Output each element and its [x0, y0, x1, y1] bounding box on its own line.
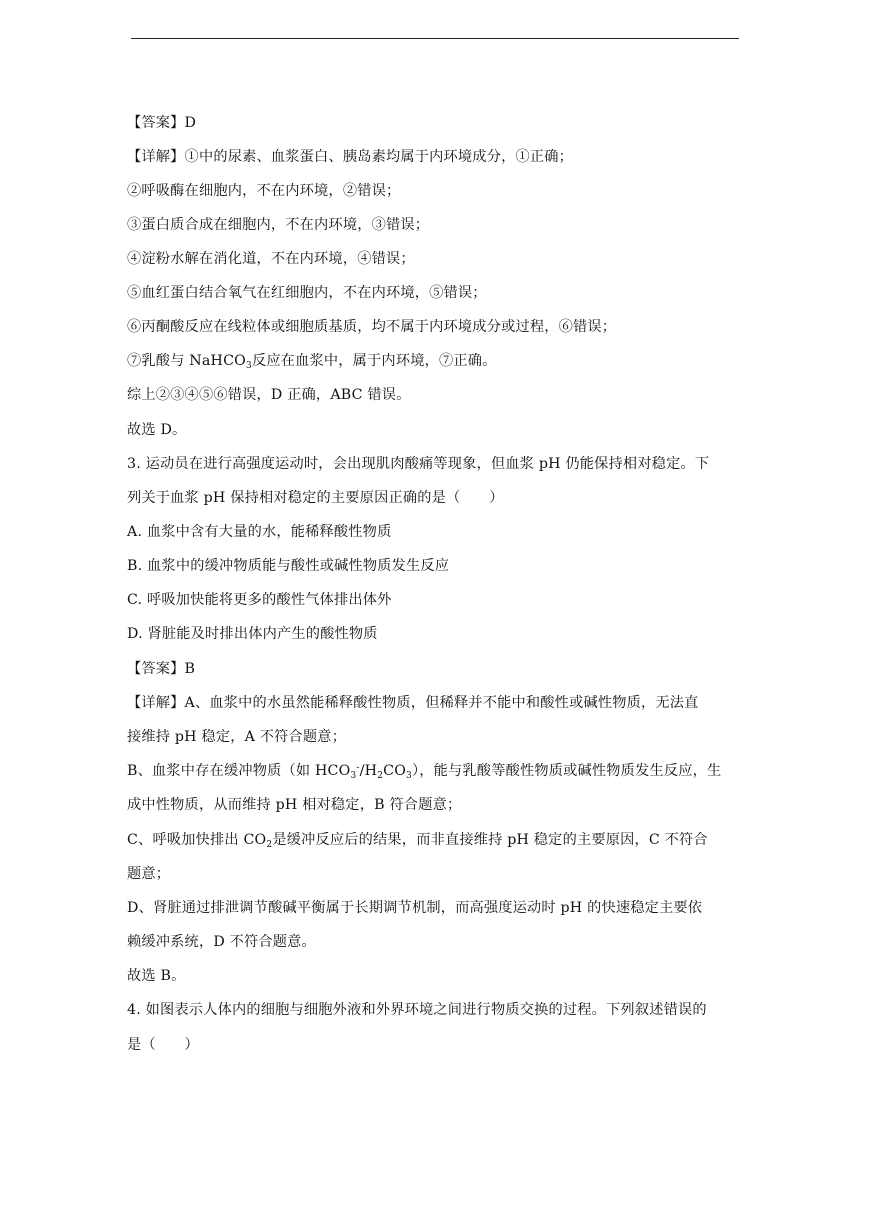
q2-item7-post: 反应在血浆中，属于内环境，⑦正确。	[251, 353, 497, 369]
q3-detail-b-line-1	[127, 762, 721, 780]
q3-c-post: 是缓冲反应后的结果，而非直接维持 pH 稳定的主要原因，C 不符合	[272, 832, 708, 848]
q3-detail-c-line-2: 题意；	[127, 866, 171, 882]
q3-detail-d-line-2: 赖缓冲系统，D 不符合题意。	[127, 934, 316, 950]
q2-detail-item-6: ⑥丙酮酸反应在线粒体或细胞质基质，均不属于内环境成分或过程，⑥错误；	[127, 319, 617, 335]
q3-choose: 故选 B。	[127, 968, 186, 984]
q2-detail-item-5: ⑤血红蛋白结合氧气在红细胞内，不在内环境，⑤错误；	[127, 285, 487, 301]
q3-b-mid: /H	[359, 763, 378, 779]
q3-c-pre: C、呼吸加快排出 CO	[127, 832, 267, 848]
q2-detail-item-7	[127, 352, 497, 370]
q3-stem-line-2: 列关于血浆 pH 保持相对稳定的主要原因正确的是（ ）	[127, 490, 504, 506]
q3-b-post: ），能与乳酸等酸性物质或碱性物质发生反应，生	[411, 763, 722, 779]
q3-b-sup: -	[356, 763, 360, 773]
q2-detail-item-3: ③蛋白质合成在细胞内，不在内环境，③错误；	[127, 217, 430, 233]
q3-detail-c-line-1	[127, 831, 708, 849]
q3-detail-a-line-1: 【详解】A、血浆中的水虽然能稀释酸性物质，但稀释并不能中和酸性或碱性物质，无法直	[127, 695, 699, 711]
q3-b-sub2: 2	[377, 771, 384, 781]
q3-option-b: B. 血浆中的缓冲物质能与酸性或碱性物质发生反应	[127, 558, 450, 574]
q2-detail-item-4: ④淀粉水解在消化道，不在内环境，④错误；	[127, 251, 415, 267]
q3-detail-b-line-2: 成中性物质，从而维持 pH 相对稳定，B 符合题意；	[127, 797, 462, 813]
q3-answer: 【答案】B	[127, 661, 196, 677]
q3-option-c: C. 呼吸加快能将更多的酸性气体排出体外	[127, 592, 392, 608]
header-rule	[131, 38, 739, 39]
q2-choose: 故选 D。	[127, 422, 187, 438]
q2-detail-item-2: ②呼吸酶在细胞内，不在内环境，②错误；	[127, 183, 401, 199]
q2-item7-pre: ⑦乳酸与 NaHCO	[127, 353, 246, 369]
q2-summary: 综上②③④⑤⑥错误，D 正确，ABC 错误。	[127, 387, 411, 403]
q2-detail-line: 【详解】①中的尿素、血浆蛋白、胰岛素均属于内环境成分，①正确；	[127, 149, 574, 165]
q3-b-pre: B、血浆中存在缓冲物质（如 HCO	[127, 763, 351, 779]
q3-detail-d-line-1: D、肾脏通过排泄调节酸碱平衡属于长期调节机制，而高强度运动时 pH 的快速稳定主要依	[127, 900, 703, 916]
q3-option-d: D. 肾脏能及时排出体内产生的酸性物质	[127, 626, 378, 642]
q2-answer: 【答案】D	[127, 115, 197, 131]
q3-option-a: A. 血浆中含有大量的水，能稀释酸性物质	[127, 524, 392, 540]
q4-stem-line-1: 4. 如图表示人体内的细胞与细胞外液和外界环境之间进行物质交换的过程。下列叙述错误的	[127, 1002, 707, 1018]
q3-b-mid2: CO	[383, 763, 407, 779]
q3-b-sub1: 3	[350, 771, 357, 781]
q3-stem-line-1: 3. 运动员在进行高强度运动时，会出现肌肉酸痛等现象，但血浆 pH 仍能保持相对稳定。下	[127, 456, 710, 472]
q4-stem-line-2: 是（ ）	[127, 1037, 199, 1053]
q3-detail-a-line-2: 接维持 pH 稳定，A 不符合题意；	[127, 729, 347, 745]
q3-b-sub3: 3	[406, 771, 412, 781]
q3-c-sub: 2	[266, 840, 273, 850]
q2-item7-sub: 3	[246, 361, 252, 371]
